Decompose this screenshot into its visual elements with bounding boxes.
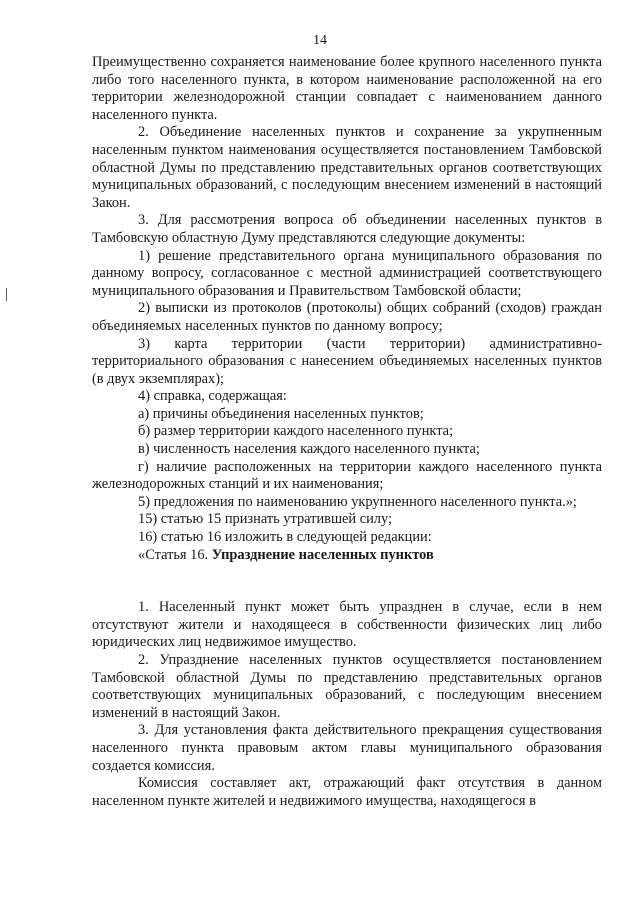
list-item: г) наличие расположенных на территории каждого населенного пункта железнодорожных станций и их наименования; [92,458,602,493]
amendment-item: 15) статью 15 признать утратившей силу; [138,511,392,528]
paragraph: 1. Населенный пункт может быть упразднен в случае, если в нем отсутствуют жители и находящееся в собственности физических лиц либо юридических лиц недвижимое имущество. [92,599,602,651]
paragraph: Преимущественно сохраняется наименование более крупного населенного пункта либо того населенного пункта, в котором наименование расположенной на его территории железнодорожной станции совпадает с наименованием данного населенного пункта. [92,54,602,123]
article-title: Упразднение населенных пунктов [211,546,434,563]
page-number: 14 [313,33,327,48]
amendment-item: 16) статью 16 изложить в следующей редакции: [138,529,432,546]
article-prefix: «Статья 16. [138,546,209,563]
list-item: в) численность населения каждого населенного пункта; [138,441,480,458]
list-item: 4) справка, содержащая: [138,388,287,405]
paragraph: 2. Упразднение населенных пунктов осуществляется постановлением Тамбовской областной Думы по представлению представительных органов соответствующих муниципальных образований, с последующим внесением изменений в настоящий Закон. [92,652,602,721]
paragraph: 3. Для установления факта действительного прекращения существования населенного пункта правовым актом главы муниципального образования создается комиссия. [92,722,602,774]
list-item: а) причины объединения населенных пунктов; [138,405,424,422]
paragraph: Комиссия составляет акт, отражающий факт отсутствия в данном населенном пункте жителей и недвижимого имущества, находящегося в [92,775,602,809]
paragraph: 3. Для рассмотрения вопроса об объединении населенных пунктов в Тамбовскую областную Думу представляются следующие документы: [92,212,602,246]
article-heading [92,547,602,565]
margin-mark [6,288,7,301]
spacer [92,564,602,599]
document-body [92,54,602,810]
list-item: б) размер территории каждого населенного пункта; [138,423,454,440]
paragraph: 2. Объединение населенных пунктов и сохранение за укрупненным населенным пунктом наименования осуществляется постановлением Тамбовской областной Думы по представлению представительных органов соответствующих муниципальных образований, с последующим внесением изменений в настоящий Закон. [92,124,602,211]
list-item: 1) решение представительного органа муниципального образования по данному вопросу, согласованное с местной администрацией соответствующего муниципального образования и Правительством Тамбовской области; [92,247,602,299]
list-item: 3) карта территории (части территории) административно-территориального образования с нанесением объединяемых населенных пунктов (в двух экземплярах); [92,335,602,387]
list-item: 2) выписки из протоколов (протоколы) общих собраний (сходов) граждан объединяемых населенных пунктов по данному вопросу; [92,300,602,334]
list-item: 5) предложения по наименованию укрупненного населенного пункта.»; [138,493,577,510]
